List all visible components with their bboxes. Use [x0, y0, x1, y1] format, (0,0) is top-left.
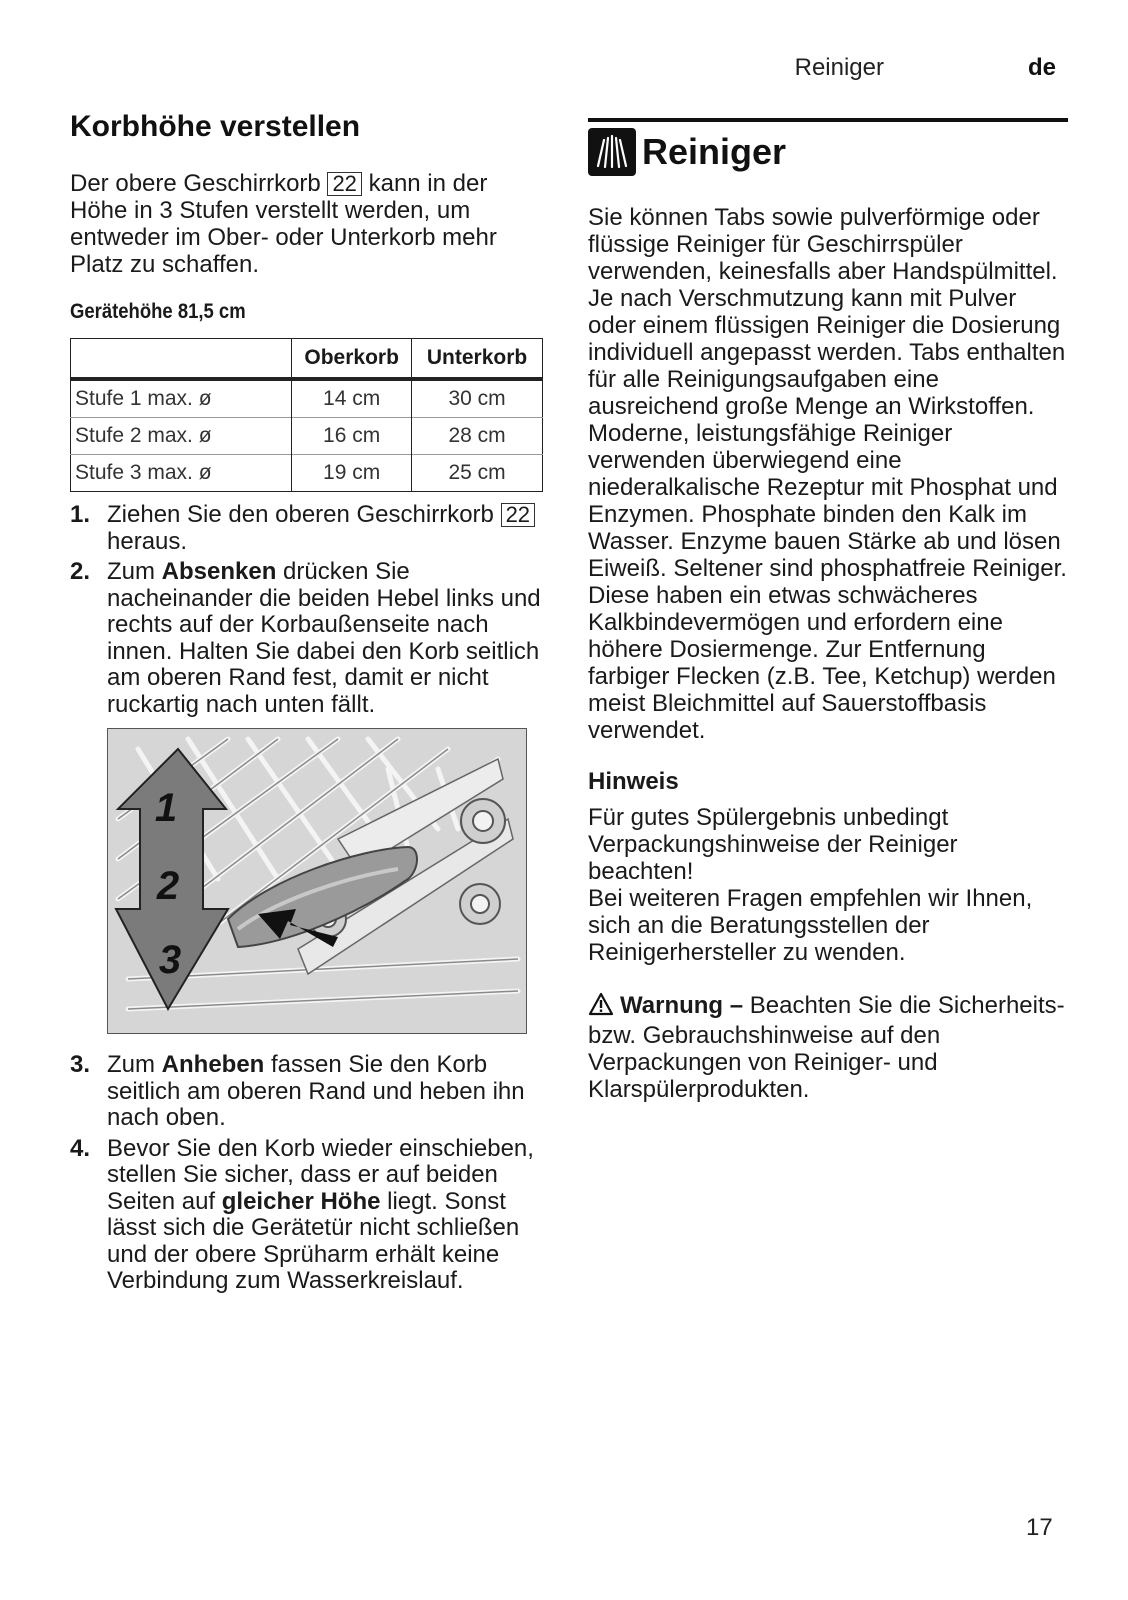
step-number: 3.	[70, 1051, 91, 1078]
table-cell-upper: 14 cm	[292, 379, 412, 418]
intro-paragraph: Der obere Geschirrkorb 22 kann in der Höhe in 3 Stufen verstellt werden, um entweder im Ober- oder Unterkorb mehr Platz zu schaffen.	[70, 170, 497, 278]
detergent-icon	[588, 128, 636, 176]
page-number: 17	[1026, 1514, 1053, 1541]
step-number: 2.	[70, 558, 91, 585]
table-row	[71, 418, 543, 455]
left-column	[70, 110, 550, 1299]
step-text: Ziehen Sie den oberen Geschirrkorb 22 heraus.	[107, 502, 550, 555]
list-item-step-1	[70, 502, 550, 555]
table-cell-lower: 28 cm	[412, 418, 543, 455]
table-cell-level: Stufe 1 max. ø	[75, 387, 212, 410]
right-column	[588, 118, 1068, 1103]
step-text: Zum Absenken drücken Sie nacheinander die beiden Hebel links und rechts auf der Korbaußenseite nach innen. Halten Sie dabei den Korb seitlich am oberen Rand fest, damit er nicht ruckartig nach unten fällt.	[107, 558, 541, 718]
warning-triangle-icon	[588, 992, 614, 1022]
level-label-2: 2	[156, 864, 180, 908]
table-header-row	[71, 339, 543, 380]
note-text-2: Bei weiteren Fragen empfehlen wir Ihnen, sich an die Beratungsstellen der Reinigerhersteller zu wenden.	[588, 885, 1033, 966]
section-title-cleaner: Reiniger	[642, 131, 787, 172]
table-row	[71, 379, 543, 418]
list-item-step-4	[70, 1136, 550, 1295]
device-height-label: Gerätehöhe 81,5 cm	[70, 300, 246, 323]
table-header-upper-basket: Oberkorb	[292, 339, 412, 380]
steps-list-1-2	[70, 502, 550, 718]
table-cell-level: Stufe 2 max. ø	[75, 424, 212, 447]
table-cell-level: Stufe 3 max. ø	[75, 461, 212, 484]
table-cell-upper: 19 cm	[292, 455, 412, 492]
section-title-basket-height: Korbhöhe verstellen	[70, 110, 361, 143]
note-text-1: Für gutes Spülergebnis unbedingt Verpackungshinweise der Reiniger beachten!	[588, 804, 958, 885]
basket-lever-illustration	[107, 728, 527, 1034]
table-cell-upper: 16 cm	[292, 418, 412, 455]
step-number: 1.	[70, 501, 91, 528]
table-header-empty	[71, 339, 292, 380]
level-label-3: 3	[158, 938, 182, 982]
table-row	[71, 455, 543, 492]
header-section-title: Reiniger	[794, 54, 884, 81]
warning-paragraph: Warnung – Beachten Sie die Sicherheits- bzw. Gebrauchshinweise auf den Verpackungen von Reiniger- und Klarspülerprodukten.	[588, 992, 1065, 1103]
table-header-lower-basket: Unterkorb	[412, 339, 543, 380]
note-heading: Hinweis	[588, 768, 679, 795]
list-item-step-2	[70, 559, 550, 718]
steps-list-3-4	[70, 1052, 550, 1295]
step-number: 4.	[70, 1134, 91, 1162]
level-label-1: 1	[154, 786, 178, 830]
reference-number: 22	[327, 172, 361, 196]
step-text: Zum Anheben fassen Sie den Korb seitlich am oberen Rand und heben ihn nach oben.	[107, 1051, 525, 1131]
basket-height-table	[70, 338, 543, 492]
list-item-step-3	[70, 1052, 550, 1132]
step-text: Bevor Sie den Korb wieder einschieben, stellen Sie sicher, dass er auf beiden Seiten auf gleicher Höhe liegt. Sonst lässt sich die Gerätetür nicht schließen und der obere Sprüharm erhält keine Verbindung zum Wasserkreislauf.	[107, 1134, 534, 1294]
table-cell-lower: 25 cm	[412, 455, 543, 492]
cleaner-description: Sie können Tabs sowie pulverförmige oder flüssige Reiniger für Geschirrspüler verwenden, keinesfalls aber Handspülmittel. Je nach Verschmutzung kann mit Pulver oder einem flüssigen Reiniger die Dosierung individuell angepasst werden. Tabs enthalten für alle Reinigungsaufgaben eine ausreichend große Menge an Wirkstoffen. Moderne, leistungsfähige Reiniger verwenden überwiegend eine niederalkalische Rezeptur mit Phosphat und Enzymen. Phosphate binden den Kalk im Wasser. Enzyme bauen Stärke ab und lösen Eiweiß. Seltener sind phosphatfreie Reiniger. Diese haben ein etwas schwächeres Kalkbindevermögen und erfordern eine höhere Dosiermenge. Zur Entfernung farbiger Flecken (z.B. Tee, Ketchup) werden meist Bleichmittel auf Sauerstoffbasis verwendet.	[588, 204, 1067, 744]
warning-label: Warnung –	[620, 992, 744, 1019]
cleaner-title-bar	[588, 118, 1068, 176]
reference-number: 22	[501, 503, 535, 527]
table-cell-lower: 30 cm	[412, 379, 543, 418]
header-language: de	[1028, 54, 1057, 81]
